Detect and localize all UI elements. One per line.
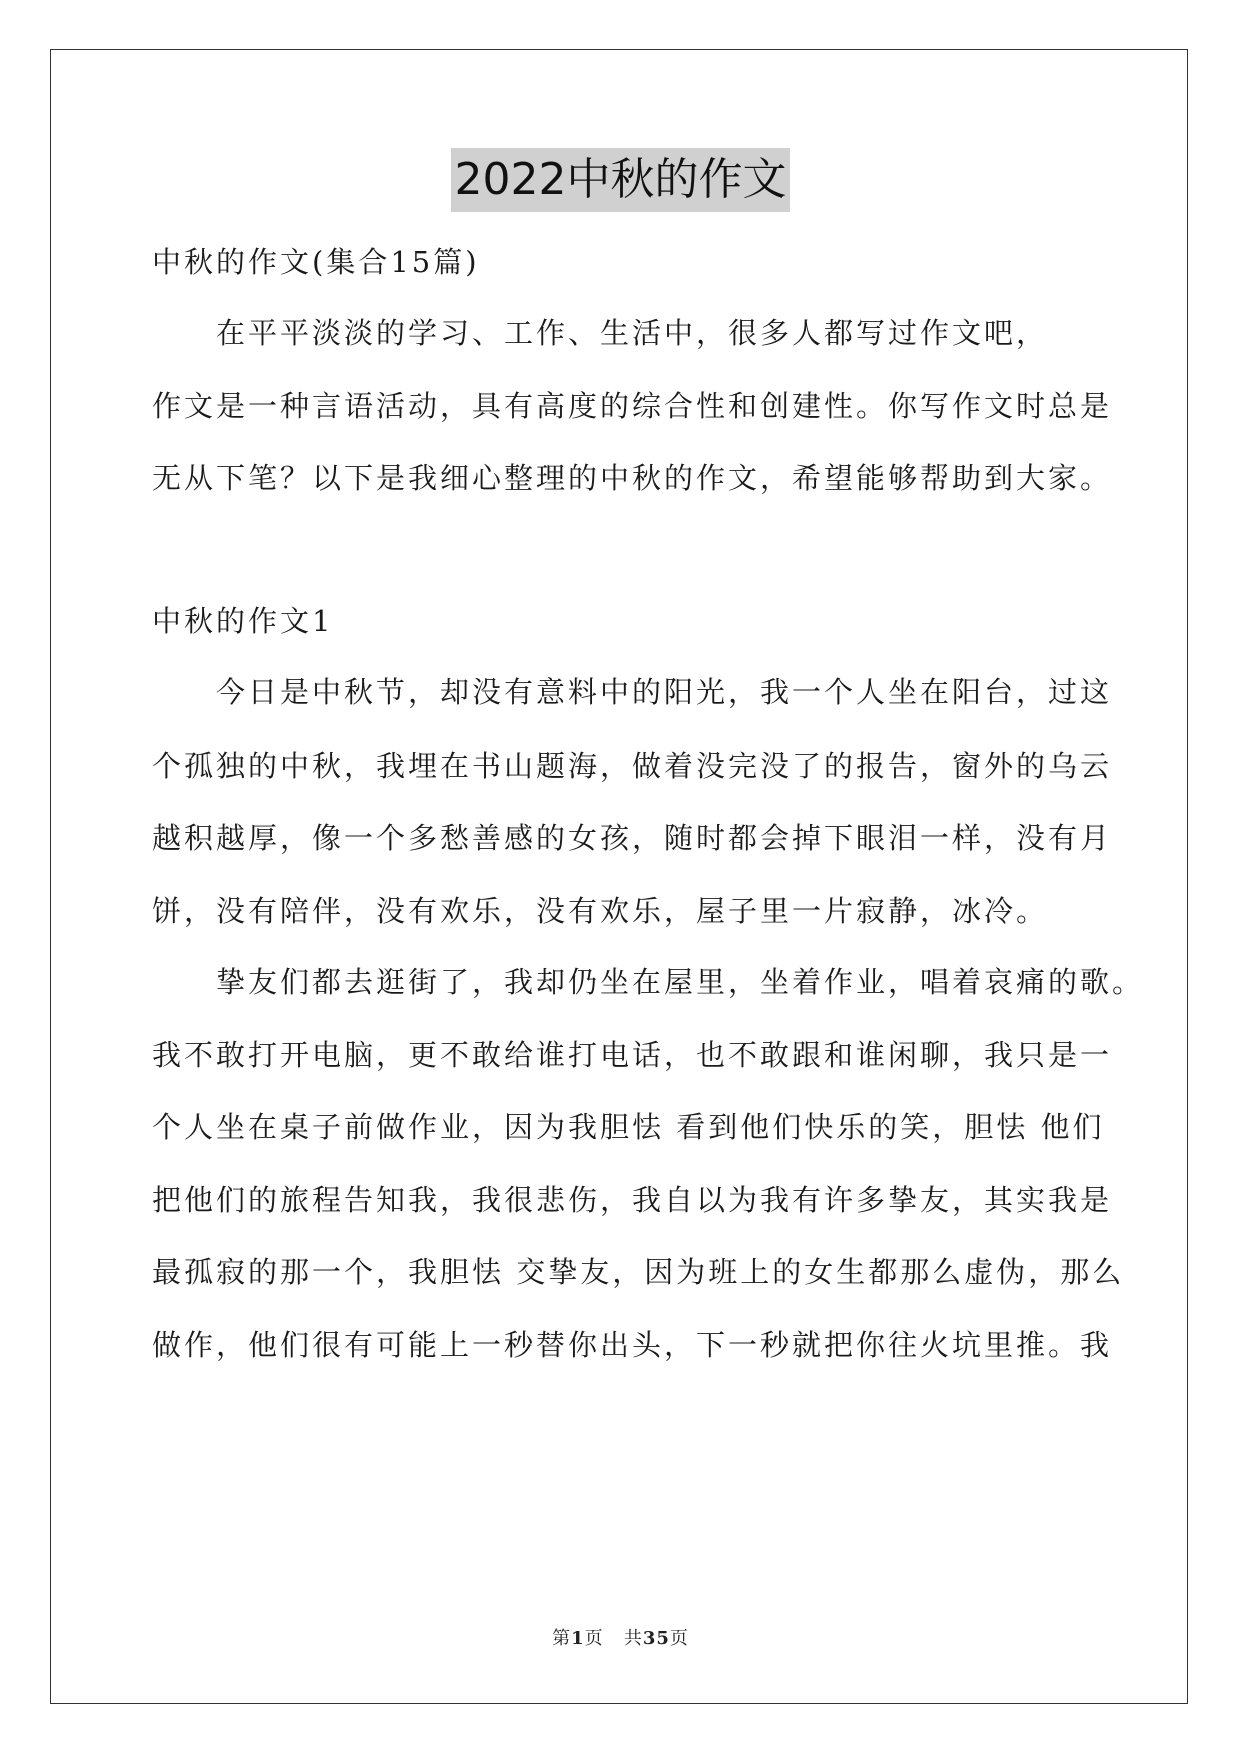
body-line: 饼，没有陪伴，没有欢乐，没有欢乐，屋子里一片寂静，冰冷。: [152, 894, 1049, 928]
body-line: 最孤寂的那一个，我胆怯 交挚友，因为班上的女生都那么虚伪，那么: [152, 1255, 1125, 1289]
page-footer: [0, 1624, 1241, 1650]
body-line: 把他们的旅程告知我，我很悲伤，我自以为我有许多挚友，其实我是: [152, 1183, 1113, 1217]
section-heading: 中秋的作文1: [152, 604, 334, 638]
intro-line: 在平平淡淡的学习、工作、生活中，很多人都写过作文吧，: [152, 316, 1049, 350]
footer-total-suffix: 页: [669, 1628, 689, 1649]
body-line: 越积越厚，像一个多愁善感的女孩，随时都会掉下眼泪一样，没有月: [152, 821, 1113, 855]
intro-line: 作文是一种言语活动，具有高度的综合性和创建性。你写作文时总是: [152, 389, 1113, 423]
page-border: [50, 49, 1188, 1704]
footer-page-number: 1: [571, 1628, 585, 1649]
body-line: 今日是中秋节，却没有意料中的阳光，我一个人坐在阳台，过这: [152, 675, 1113, 709]
footer-total-pages: 35: [642, 1628, 670, 1649]
body-line: 我不敢打开电脑，更不敢给谁打电话，也不敢跟和谁闲聊，我只是一: [152, 1038, 1113, 1072]
footer-page-prefix: 第: [552, 1628, 572, 1649]
body-line: 挚友们都去逛街了，我却仍坐在屋里，坐着作业，唱着哀痛的歌。: [152, 965, 1145, 999]
body-line: 个人坐在桌子前做作业，因为我胆怯 看到他们快乐的笑，胆怯 他们: [152, 1110, 1105, 1144]
footer-page-suffix: 页: [584, 1628, 604, 1649]
footer-total-prefix: 共: [623, 1628, 643, 1649]
intro-line: 无从下笔？以下是我细心整理的中秋的作文，希望能够帮助到大家。: [152, 461, 1113, 495]
body-line: 做作，他们很有可能上一秒替你出头，下一秒就把你往火坑里推。我: [152, 1328, 1113, 1362]
title-container: [0, 148, 1241, 212]
body-line: 个孤独的中秋，我埋在书山题海，做着没完没了的报告，窗外的乌云: [152, 749, 1113, 783]
document-title: 2022中秋的作文: [451, 148, 791, 212]
document-subtitle: 中秋的作文(集合15篇): [152, 245, 480, 279]
